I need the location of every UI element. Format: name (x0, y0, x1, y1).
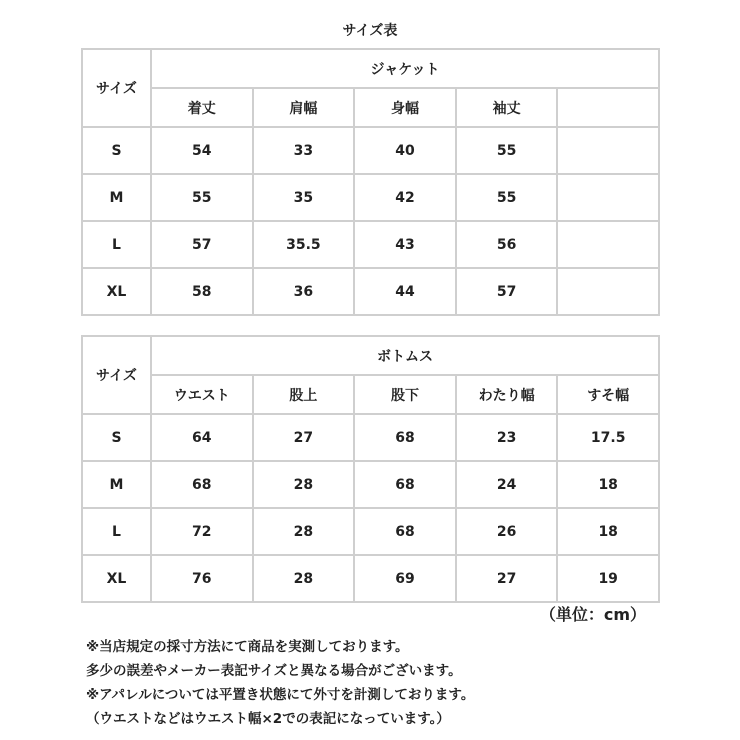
table-cell (557, 174, 659, 221)
column-header: 肩幅 (253, 88, 355, 127)
table-cell: 57 (151, 221, 253, 268)
group-header-bottoms: ボトムス (151, 336, 659, 375)
table-row (82, 461, 659, 508)
table-cell: 68 (151, 461, 253, 508)
table-cell (557, 221, 659, 268)
table-header-row (82, 375, 659, 414)
table-cell: 24 (456, 461, 558, 508)
size-label: L (82, 221, 151, 268)
notes (86, 635, 474, 731)
size-label: M (82, 461, 151, 508)
table-header-row (82, 88, 659, 127)
table-cell: 28 (253, 555, 355, 602)
table-cell: 54 (151, 127, 253, 174)
table-cell: 68 (354, 414, 456, 461)
table-row (82, 127, 659, 174)
table-row (82, 555, 659, 602)
table-row (82, 268, 659, 315)
size-label: M (82, 174, 151, 221)
column-header: すそ幅 (557, 375, 659, 414)
table-cell: 35 (253, 174, 355, 221)
table-cell: 33 (253, 127, 355, 174)
table-cell: 27 (456, 555, 558, 602)
column-header: 着丈 (151, 88, 253, 127)
table-cell: 58 (151, 268, 253, 315)
table-cell: 68 (354, 461, 456, 508)
table-cell: 43 (354, 221, 456, 268)
column-header: 股下 (354, 375, 456, 414)
table-cell: 56 (456, 221, 558, 268)
size-column-header: サイズ (82, 49, 151, 127)
table-header-row (82, 49, 659, 88)
size-column-header: サイズ (82, 336, 151, 414)
column-header: 股上 (253, 375, 355, 414)
table-cell: 55 (151, 174, 253, 221)
table-row (82, 508, 659, 555)
table-cell (557, 268, 659, 315)
bottoms-size-table (81, 335, 660, 603)
table-cell: 18 (557, 461, 659, 508)
table-cell: 68 (354, 508, 456, 555)
table-cell: 42 (354, 174, 456, 221)
table-cell: 40 (354, 127, 456, 174)
table-cell: 36 (253, 268, 355, 315)
note-line: ※アパレルについては平置き状態にて外寸を計測しております。 (86, 687, 475, 703)
table-row (82, 414, 659, 461)
table-row (82, 221, 659, 268)
size-label: S (82, 127, 151, 174)
table-cell: 18 (557, 508, 659, 555)
table-cell: 35.5 (253, 221, 355, 268)
size-label: S (82, 414, 151, 461)
table-cell: 28 (253, 508, 355, 555)
table-cell (557, 127, 659, 174)
table-cell: 55 (456, 174, 558, 221)
size-label: XL (82, 555, 151, 602)
group-header-jacket: ジャケット (151, 49, 659, 88)
table-cell: 23 (456, 414, 558, 461)
note-line: ※当店規定の採寸方法にて商品を実測しております。 (86, 639, 409, 655)
table-cell: 44 (354, 268, 456, 315)
table-cell: 69 (354, 555, 456, 602)
column-header: わたり幅 (456, 375, 558, 414)
unit-label: （単位：cm） (539, 605, 646, 624)
table-cell: 27 (253, 414, 355, 461)
table-cell: 28 (253, 461, 355, 508)
table-cell: 19 (557, 555, 659, 602)
table-row (82, 174, 659, 221)
table-cell: 26 (456, 508, 558, 555)
table-cell: 76 (151, 555, 253, 602)
column-header: 身幅 (354, 88, 456, 127)
table-header-row (82, 336, 659, 375)
note-line: （ウエストなどはウエスト幅×2での表記になっています。） (86, 711, 450, 727)
page-title: サイズ表 (342, 23, 398, 39)
table-cell: 57 (456, 268, 558, 315)
jacket-size-table (81, 48, 660, 316)
table-cell: 55 (456, 127, 558, 174)
table-cell: 72 (151, 508, 253, 555)
table-cell: 64 (151, 414, 253, 461)
column-header: 袖丈 (456, 88, 558, 127)
size-label: L (82, 508, 151, 555)
table-cell: 17.5 (557, 414, 659, 461)
note-line: 多少の誤差やメーカー表記サイズと異なる場合がございます。 (86, 663, 462, 679)
column-header (557, 88, 659, 127)
column-header: ウエスト (151, 375, 253, 414)
size-label: XL (82, 268, 151, 315)
